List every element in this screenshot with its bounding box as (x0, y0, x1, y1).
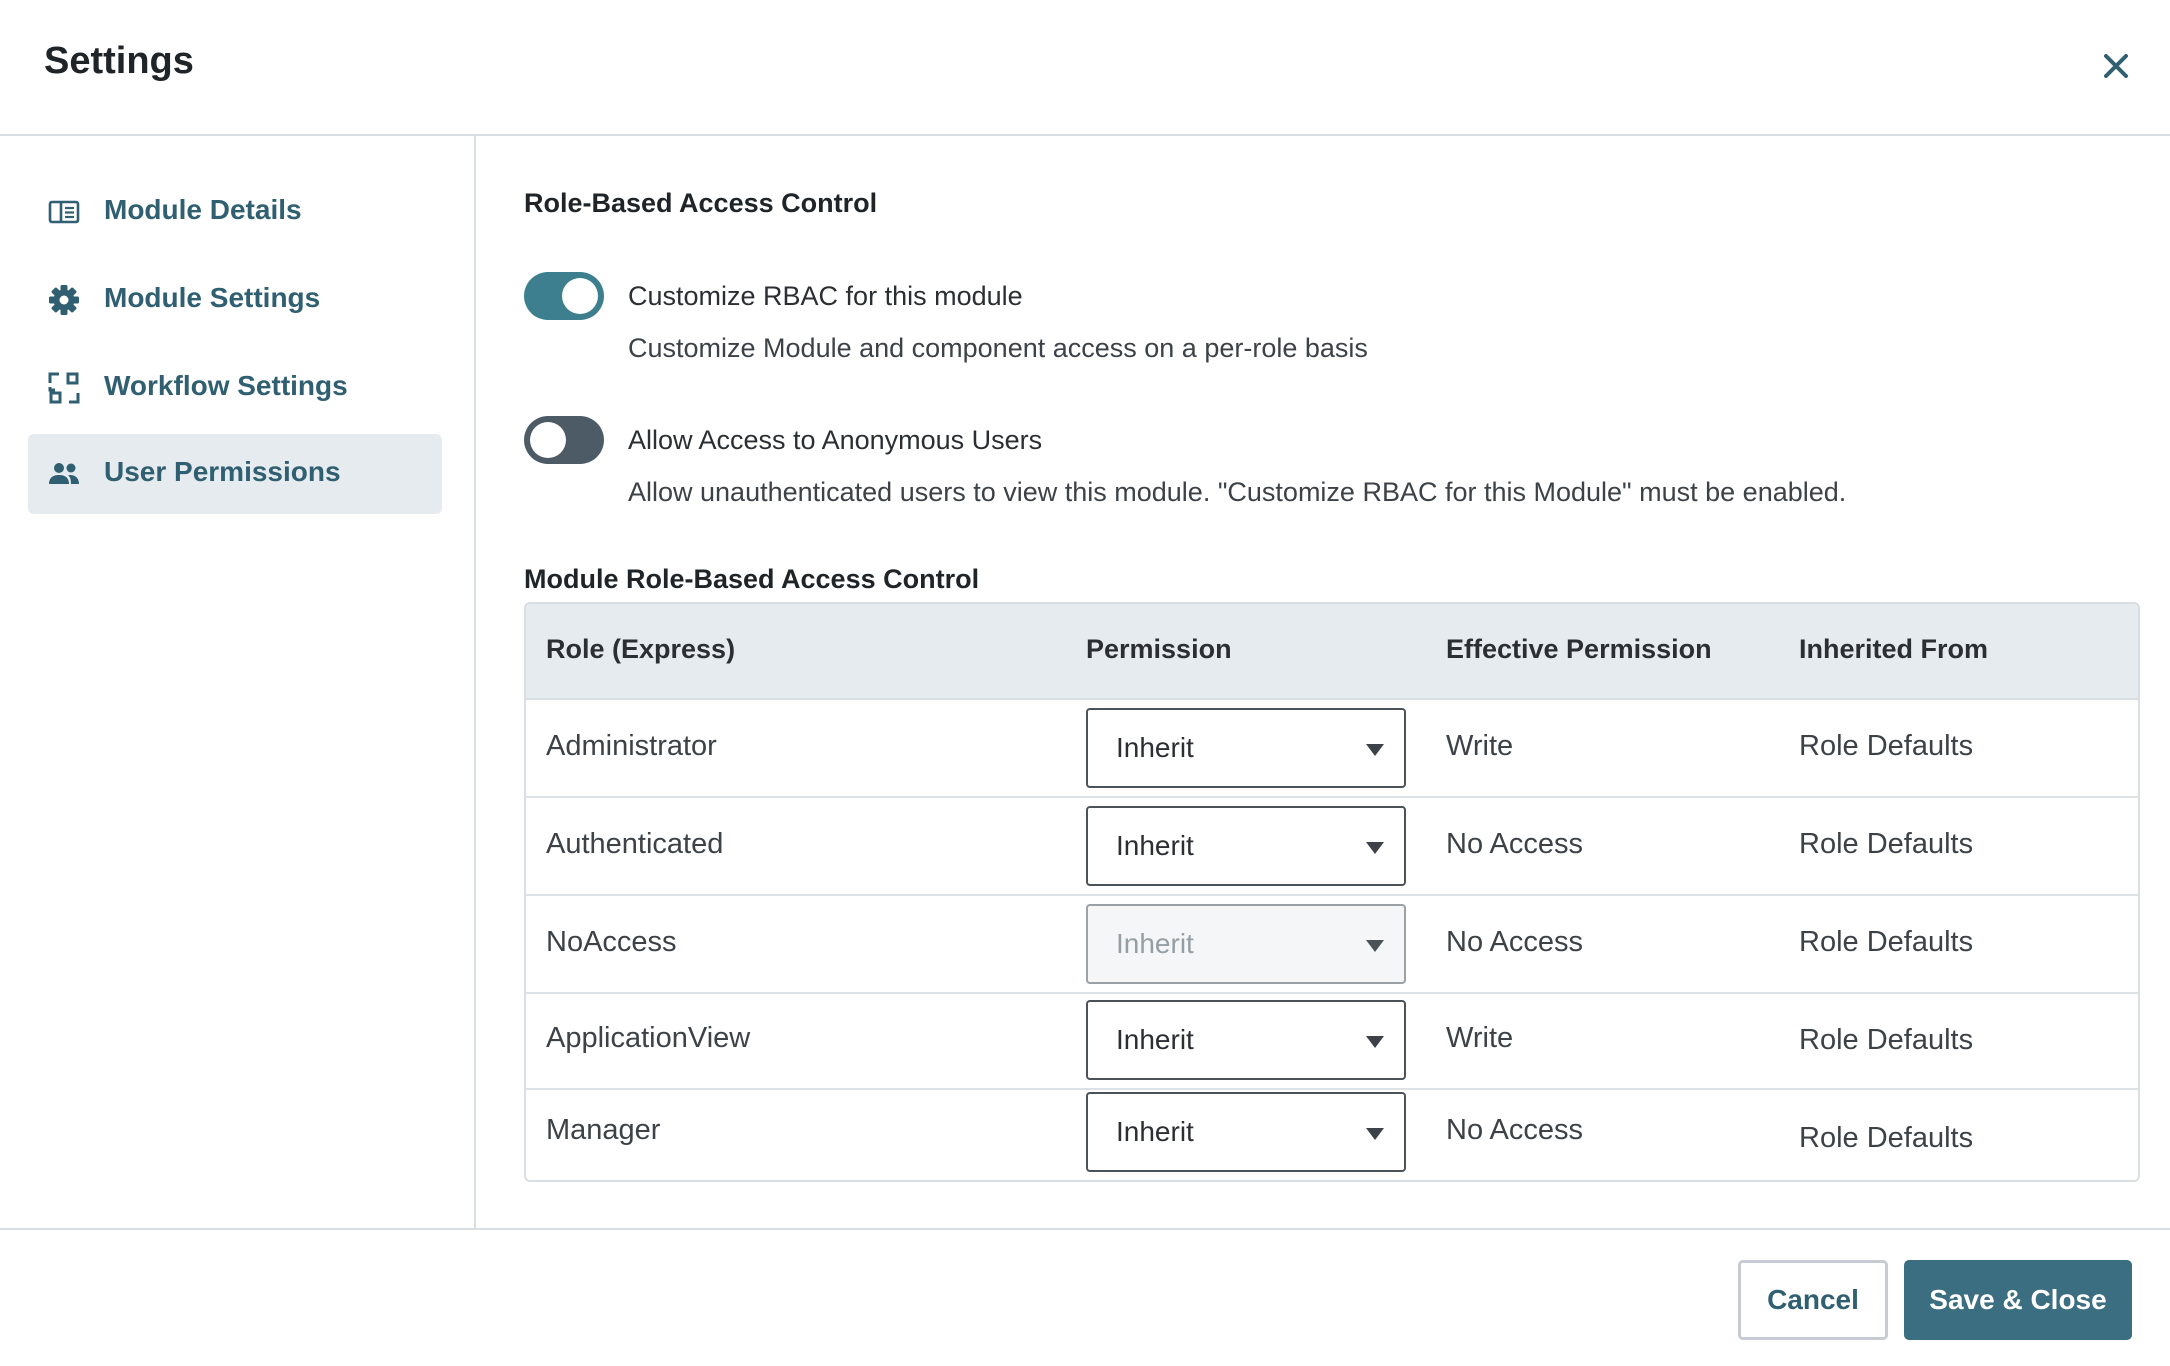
role-cell: NoAccess (546, 926, 677, 958)
table-row (526, 896, 2138, 994)
cancel-button[interactable]: Cancel (1738, 1260, 1888, 1340)
column-header-role: Role (Express) (546, 634, 736, 664)
effective-permission-cell: No Access (1446, 926, 1583, 958)
sidebar-item-label: Module Details (104, 194, 302, 225)
toggle-knob (530, 422, 566, 458)
caret-down-icon (1366, 842, 1384, 854)
permission-select[interactable] (1086, 1092, 1406, 1172)
anonymous-access-toggle[interactable] (524, 416, 604, 464)
main-content (478, 136, 2170, 1230)
table-row (526, 798, 2138, 896)
effective-permission-cell: No Access (1446, 1114, 1583, 1146)
caret-down-icon (1366, 1128, 1384, 1140)
role-cell: Authenticated (546, 828, 724, 860)
inherited-from-cell: Role Defaults (1799, 926, 1974, 958)
dialog-title: Settings (44, 40, 194, 82)
permission-select[interactable] (1086, 806, 1406, 886)
users-icon (46, 456, 82, 492)
anonymous-access-description: Allow unauthenticated users to view this module. "Customize RBAC for this Module" must be enabled. (628, 477, 1847, 507)
workflow-icon (46, 370, 82, 406)
sidebar-item-module-details[interactable] (28, 172, 442, 252)
column-header-effective-permission: Effective Permission (1446, 634, 1712, 664)
toggle-knob (562, 278, 598, 314)
sidebar-item-module-settings[interactable] (28, 260, 442, 340)
customize-rbac-label: Customize RBAC for this module (628, 281, 1023, 311)
rbac-table (524, 602, 2140, 1182)
close-button[interactable] (2094, 44, 2138, 88)
caret-down-icon (1366, 940, 1384, 952)
effective-permission-cell: No Access (1446, 828, 1583, 860)
customize-rbac-toggle[interactable] (524, 272, 604, 320)
inherited-from-cell: Role Defaults (1799, 730, 1974, 762)
caret-down-icon (1366, 1036, 1384, 1048)
column-header-permission: Permission (1086, 634, 1232, 664)
section-title: Role-Based Access Control (524, 188, 878, 218)
dialog-header (0, 0, 2170, 136)
role-cell: ApplicationView (546, 1022, 751, 1054)
dialog-footer (0, 1228, 2170, 1366)
sidebar-item-label: Workflow Settings (104, 370, 348, 401)
inherited-from-cell: Role Defaults (1799, 828, 1974, 860)
anonymous-access-label: Allow Access to Anonymous Users (628, 425, 1043, 455)
table-row (526, 700, 2138, 798)
sidebar-item-label: User Permissions (104, 456, 341, 487)
permission-select-value: Inherit (1116, 1024, 1194, 1055)
close-icon (2094, 44, 2138, 88)
sidebar-item-user-permissions[interactable] (28, 434, 442, 514)
effective-permission-cell: Write (1446, 1022, 1514, 1054)
inherited-from-cell: Role Defaults (1799, 1024, 1974, 1056)
permission-select[interactable] (1086, 1000, 1406, 1080)
permission-select-value: Inherit (1116, 1116, 1194, 1147)
sidebar-item-label: Module Settings (104, 282, 321, 313)
effective-permission-cell: Write (1446, 730, 1514, 762)
table-header (526, 604, 2138, 700)
column-header-inherited-from: Inherited From (1799, 634, 1989, 664)
table-row (526, 1090, 2138, 1182)
permission-select[interactable] (1086, 708, 1406, 788)
customize-rbac-description: Customize Module and component access on a per-role basis (628, 333, 1368, 363)
settings-sidebar (0, 136, 476, 1230)
save-and-close-button[interactable]: Save & Close (1904, 1260, 2132, 1340)
permission-select-value: Inherit (1116, 830, 1194, 861)
role-cell: Administrator (546, 730, 717, 762)
inherited-from-cell: Role Defaults (1799, 1122, 1974, 1154)
gear-icon (46, 282, 82, 318)
role-cell: Manager (546, 1114, 661, 1146)
permission-select-value: Inherit (1116, 928, 1194, 959)
table-title: Module Role-Based Access Control (524, 564, 980, 594)
caret-down-icon (1366, 744, 1384, 756)
permission-select-disabled (1086, 904, 1406, 984)
sidebar-item-workflow-settings[interactable] (28, 348, 442, 428)
table-row (526, 994, 2138, 1090)
permission-select-value: Inherit (1116, 732, 1194, 763)
module-details-icon (46, 194, 82, 230)
